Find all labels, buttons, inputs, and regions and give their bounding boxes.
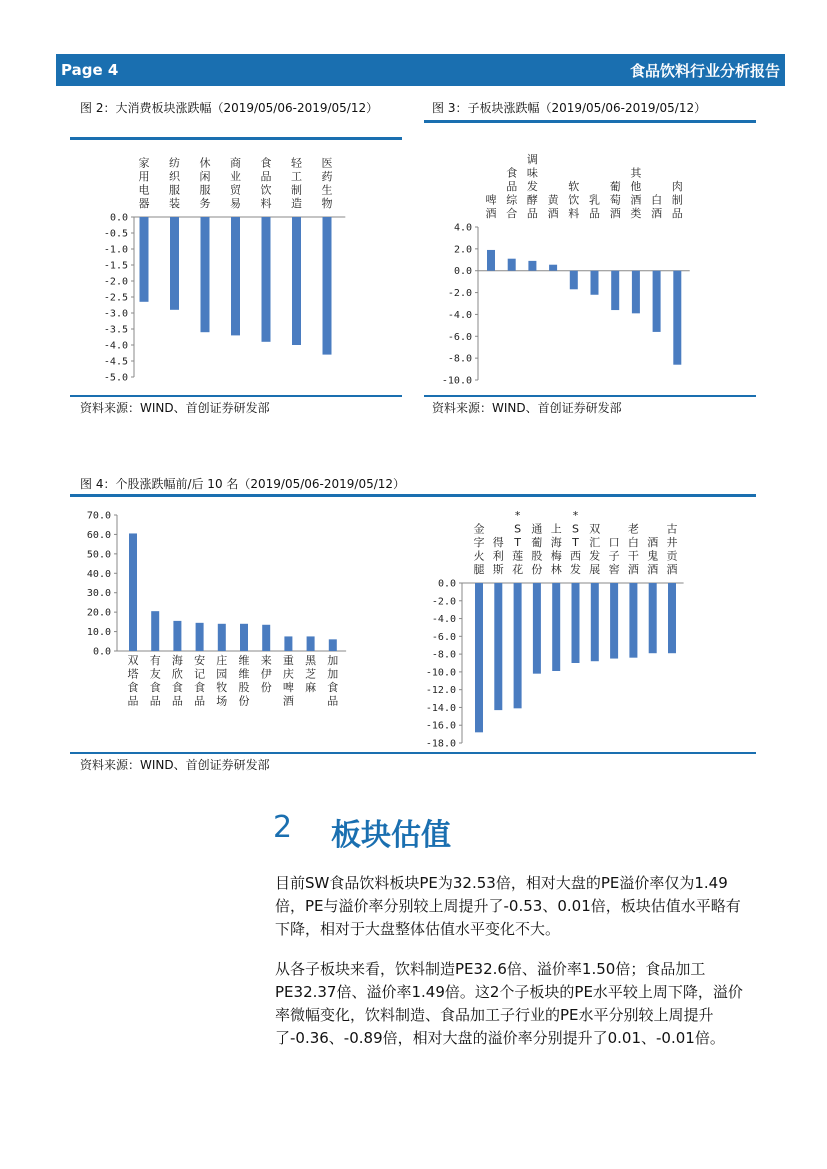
- fig3-top-rule: [424, 120, 756, 123]
- y-tick-label: -1.0: [103, 244, 128, 256]
- bar: [629, 583, 637, 658]
- fig2-bottom-rule: [70, 395, 402, 397]
- y-tick-label: -1.5: [103, 260, 128, 272]
- category-label: 老白干酒: [627, 522, 639, 576]
- category-label: 其他酒类: [630, 166, 642, 220]
- bar: [570, 271, 578, 290]
- y-tick-label: -10.0: [441, 375, 472, 387]
- category-label: 海欣食品: [171, 654, 183, 708]
- bar: [262, 625, 270, 651]
- bar: [240, 624, 248, 651]
- category-label: 黄酒: [547, 193, 559, 220]
- y-tick-label: 50.0: [86, 549, 111, 561]
- bar: [611, 271, 619, 310]
- y-tick-label: -4.5: [103, 356, 128, 368]
- category-label: 双塔食品: [127, 654, 139, 708]
- category-label: 通葡股份: [531, 522, 543, 576]
- category-label: 葡萄酒: [609, 180, 621, 220]
- bar: [610, 583, 618, 659]
- category-label: 调味发酵品: [526, 153, 538, 220]
- y-tick-label: -8.0: [447, 353, 472, 365]
- bar: [549, 265, 557, 271]
- y-tick-label: -4.0: [447, 309, 472, 321]
- fig4-source: 资料来源：WIND、首创证券研发部: [80, 758, 270, 772]
- bar: [140, 217, 149, 302]
- chart-top10-stocks: [70, 498, 402, 752]
- category-label: 休闲服务: [199, 156, 211, 210]
- y-tick-label: 30.0: [86, 588, 111, 600]
- y-tick-label: 40.0: [86, 568, 111, 580]
- bar: [151, 611, 159, 651]
- y-tick-label: -5.0: [103, 372, 128, 384]
- bar: [514, 583, 522, 708]
- category-label: 来伊份: [260, 654, 272, 694]
- y-tick-label: 0.0: [453, 266, 472, 278]
- y-tick-label: 4.0: [453, 222, 472, 234]
- y-tick-label: 60.0: [86, 529, 111, 541]
- category-label: 家用电器: [138, 156, 150, 210]
- category-label: 维维股份: [238, 654, 250, 708]
- bar: [129, 533, 137, 651]
- y-tick-label: -6.0: [447, 331, 472, 343]
- category-label: 食品综合: [506, 166, 518, 220]
- bar: [218, 624, 226, 651]
- bar: [673, 271, 681, 365]
- fig3-bottom-rule: [424, 395, 756, 397]
- bar: [591, 583, 599, 661]
- y-tick-label: -2.0: [447, 288, 472, 300]
- bar: [284, 636, 292, 651]
- y-tick-label: 0.0: [92, 646, 111, 658]
- y-tick-label: -3.0: [103, 308, 128, 320]
- category-label: 得利斯: [492, 536, 504, 576]
- category-label: 金字火腿: [473, 522, 485, 576]
- y-tick-label: 0.0: [109, 212, 128, 224]
- bar: [533, 583, 541, 674]
- category-label: 有友食品: [149, 654, 161, 708]
- bar: [653, 271, 661, 332]
- y-tick-label: -14.0: [425, 702, 456, 714]
- bar: [201, 217, 210, 332]
- y-tick-label: -8.0: [431, 649, 456, 661]
- bar: [292, 217, 301, 345]
- category-label: 软饮料: [568, 180, 580, 220]
- category-label: 口子窖: [608, 536, 620, 576]
- chart-bottom10-stocks: [424, 498, 756, 752]
- category-label: 黑芝麻: [305, 654, 317, 694]
- category-label: 纺织服装: [169, 156, 180, 210]
- fig2-title: 图 2：大消费板块涨跌幅（2019/05/06-2019/05/12）: [80, 101, 379, 115]
- y-tick-label: -16.0: [425, 720, 456, 732]
- fig4-title: 图 4：个股涨跌幅前/后 10 名（2019/05/06-2019/05/12）: [80, 477, 406, 491]
- bar: [552, 583, 560, 671]
- bar: [528, 261, 536, 271]
- category-label: 古井贡酒: [666, 522, 678, 576]
- y-tick-label: -2.0: [103, 276, 128, 288]
- category-label: 加加食品: [327, 654, 339, 708]
- category-label: 酒鬼酒: [647, 536, 659, 576]
- fig3-title: 图 3：子板块涨跌幅（2019/05/06-2019/05/12）: [432, 101, 707, 115]
- y-tick-label: -18.0: [425, 738, 456, 750]
- y-tick-label: -3.5: [103, 324, 128, 336]
- bar: [632, 271, 640, 314]
- bar: [262, 217, 271, 342]
- category-label: 上海梅林: [550, 522, 562, 576]
- category-label: 乳品: [589, 193, 600, 220]
- y-tick-label: 10.0: [86, 627, 111, 639]
- bar: [494, 583, 502, 710]
- section-number: 2: [273, 810, 293, 845]
- category-label: 安记食品: [194, 654, 206, 708]
- category-label: 庄园牧场: [216, 654, 228, 708]
- fig4-bottom-rule: [70, 752, 756, 754]
- category-label: * S T 莲花: [512, 509, 524, 576]
- chart-consumer-sectors: [70, 140, 402, 395]
- y-tick-label: -10.0: [425, 667, 456, 679]
- bar: [668, 583, 676, 653]
- y-tick-label: -12.0: [425, 685, 456, 697]
- bar: [591, 271, 599, 295]
- bar: [508, 259, 516, 271]
- section-title: 板块估值: [331, 818, 451, 853]
- y-tick-label: 70.0: [86, 510, 111, 522]
- paragraph-1: 目前SW食品饮料板块PE为32.53倍，相对大盘的PE溢价率仅为1.49倍，PE与溢价率分别较上周提升了-0.53、0.01倍，板块估值水平略有下降，相对于大盘整体估值水平变化不大。: [275, 874, 741, 938]
- bar: [170, 217, 179, 310]
- y-tick-label: 2.0: [453, 244, 472, 256]
- category-label: 轻工制造: [291, 156, 302, 210]
- bar: [231, 217, 240, 335]
- y-tick-label: -2.5: [103, 292, 128, 304]
- category-label: 啤酒: [485, 193, 497, 220]
- bar: [649, 583, 657, 653]
- bar: [487, 250, 495, 271]
- bar: [475, 583, 483, 732]
- bar: [173, 621, 181, 651]
- category-label: 食品饮料: [260, 156, 272, 210]
- bar: [329, 639, 337, 651]
- fig2-source: 资料来源：WIND、首创证券研发部: [80, 401, 270, 415]
- category-label: 重庆啤酒: [282, 654, 294, 708]
- bar: [196, 623, 204, 651]
- page-header: [56, 54, 785, 86]
- category-label: 双汇发展: [589, 522, 601, 576]
- y-tick-label: -4.0: [103, 340, 128, 352]
- category-label: 肉制品: [671, 180, 683, 220]
- y-tick-label: -6.0: [431, 631, 456, 643]
- bar: [572, 583, 580, 663]
- y-tick-label: -0.5: [103, 228, 128, 240]
- category-label: 医药生物: [321, 156, 333, 210]
- page-number: Page 4: [61, 61, 119, 79]
- category-label: 商业贸易: [230, 156, 241, 210]
- bar: [323, 217, 332, 355]
- y-tick-label: 0.0: [437, 578, 456, 590]
- chart-sub-sectors: [424, 124, 756, 395]
- category-label: * S T 西发: [570, 509, 581, 576]
- y-tick-label: -4.0: [431, 614, 456, 626]
- paragraph-2: 从各子板块来看，饮料制造PE32.6倍、溢价率1.50倍；食品加工PE32.37倍、溢价率1.49倍。这2个子板块的PE水平较上周下降，溢价率微幅变化，饮料制造、食品加工子行业的PE水平分别较上周提升了-0.36、-0.89倍，相对大盘的溢价率分别提升了0.01、-0.01倍。: [275, 960, 743, 1047]
- bar: [307, 636, 315, 651]
- fig3-source: 资料来源：WIND、首创证券研发部: [432, 401, 622, 415]
- category-label: 白酒: [651, 193, 663, 220]
- fig4-top-rule: [70, 494, 756, 497]
- report-title: 食品饮料行业分析报告: [629, 61, 780, 80]
- y-tick-label: 20.0: [86, 607, 111, 619]
- y-tick-label: -2.0: [431, 596, 456, 608]
